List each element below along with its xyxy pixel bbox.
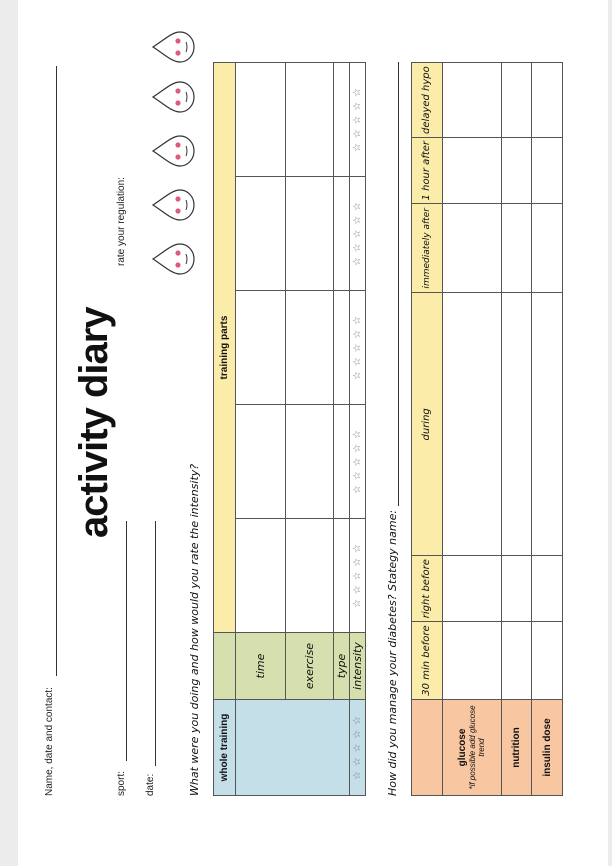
drop-face-icon[interactable] [150,186,196,224]
part-cell[interactable] [236,405,286,519]
entry-cell[interactable] [532,63,563,138]
part-cell[interactable] [334,519,350,633]
part-cell[interactable] [286,291,334,405]
part-cell[interactable] [236,519,286,633]
intensity-stars[interactable]: ☆ ☆ ☆ ☆ ☆ [350,519,366,633]
entry-cell[interactable] [442,63,501,138]
training-table [213,62,366,796]
whole-intensity-stars[interactable]: ☆ ☆ ☆ ☆ ☆ [350,700,366,796]
drop-face-icon[interactable] [150,28,196,66]
drop-face-icon[interactable] [150,240,196,278]
paper-sheet [18,0,608,866]
intensity-stars[interactable]: ☆ ☆ ☆ ☆ ☆ [350,63,366,177]
entry-cell[interactable] [532,293,563,556]
entry-cell[interactable] [532,556,563,622]
entry-cell[interactable] [501,138,532,204]
training-question: What were you doing and how would you rate the intensity? [188,463,201,796]
entry-cell[interactable] [442,204,501,293]
entry-cell[interactable] [442,293,501,556]
part-cell[interactable] [334,177,350,291]
row-label-nutrition: nutrition [501,700,532,796]
corner-cell [214,633,236,700]
row-label-intensity: intensity [350,633,366,700]
row-label-time: time [236,633,286,700]
drop-face-icon[interactable] [150,132,196,170]
intensity-stars[interactable]: ☆ ☆ ☆ ☆ ☆ [350,291,366,405]
entry-cell[interactable] [442,138,501,204]
part-cell[interactable] [334,63,350,177]
name-contact-line[interactable] [56,66,57,676]
entry-cell[interactable] [501,63,532,138]
row-label-type: type [334,633,350,700]
entry-cell[interactable] [501,556,532,622]
glucose-note: *if possible add glucose trend [468,705,487,790]
training-parts-header: training parts [214,63,236,633]
row-label-exercise: exercise [286,633,334,700]
strategy-name-line[interactable] [398,62,399,506]
part-cell[interactable] [334,291,350,405]
sport-label: sport: [116,770,127,796]
whole-training-cell[interactable] [236,700,350,796]
diabetes-question: How did you manage your diabetes? Stategy name: [386,509,399,796]
entry-cell[interactable] [442,622,501,700]
entry-cell[interactable] [532,622,563,700]
entry-cell[interactable] [501,204,532,293]
diabetes-table [411,62,563,796]
sport-line[interactable] [126,521,127,761]
col-header: 30 min before [412,622,443,700]
part-cell[interactable] [236,177,286,291]
col-header: right before [412,556,443,622]
page-title: activity diary [72,307,116,538]
rate-regulation-label: rate your regulation: [116,177,127,266]
part-cell[interactable] [286,63,334,177]
part-cell[interactable] [236,63,286,177]
part-cell[interactable] [286,405,334,519]
intensity-stars[interactable]: ☆ ☆ ☆ ☆ ☆ [350,405,366,519]
col-header: immediately after [412,204,443,293]
part-cell[interactable] [286,519,334,633]
col-header: during [412,293,443,556]
date-line[interactable] [155,521,156,766]
intensity-stars[interactable]: ☆ ☆ ☆ ☆ ☆ [350,177,366,291]
part-cell[interactable] [236,291,286,405]
drop-face-icon[interactable] [150,78,196,116]
part-cell[interactable] [286,177,334,291]
corner-cell [412,700,443,796]
glucose-label: glucose [457,728,469,767]
entry-cell[interactable] [532,204,563,293]
row-label-glucose [442,700,501,796]
name-contact-label: Name, date and contact: [44,687,55,796]
entry-cell[interactable] [442,556,501,622]
col-header: delayed hypo [412,63,443,138]
col-header: 1 hour after [412,138,443,204]
whole-training-header: whole training [214,700,236,796]
date-label: date: [145,773,156,796]
part-cell[interactable] [334,405,350,519]
activity-diary-page [18,0,608,836]
entry-cell[interactable] [501,293,532,556]
row-label-insulin: insulin dose [532,700,563,796]
entry-cell[interactable] [501,622,532,700]
entry-cell[interactable] [532,138,563,204]
